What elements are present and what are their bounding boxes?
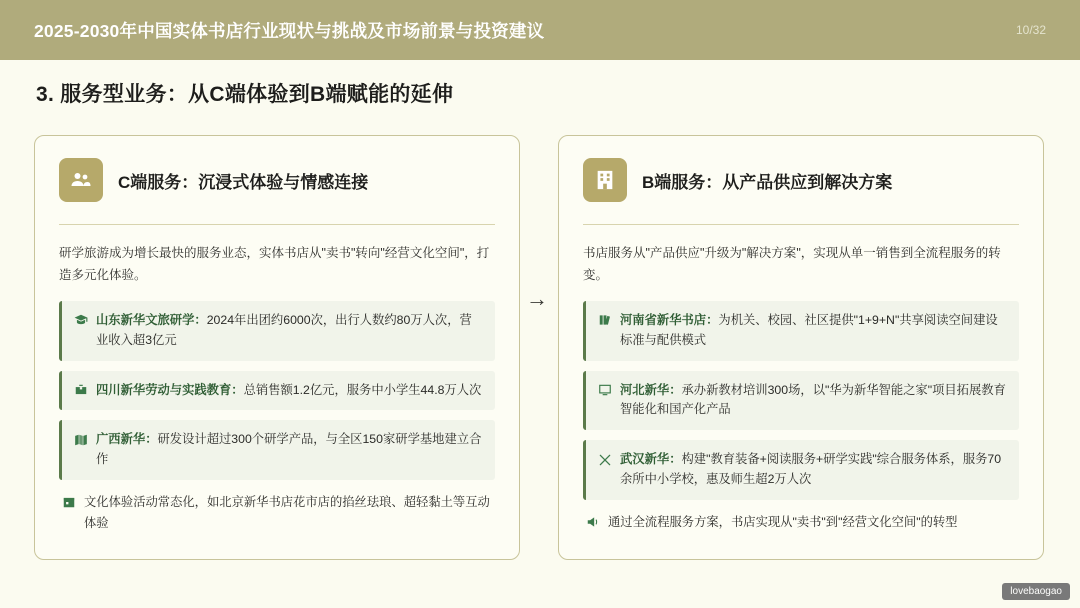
- list-item-title: 河南省新华书店：: [620, 312, 719, 327]
- page-title: 3. 服务型业务：从C端体验到B端赋能的延伸: [36, 83, 454, 106]
- people-icon: [59, 158, 103, 202]
- slide-header: [0, 0, 1080, 60]
- list-item-detail: 总销售额1.2亿元，服务中小学生44.8万人次: [243, 382, 482, 397]
- list-item-title: 武汉新华：: [620, 452, 682, 467]
- list-item: [59, 371, 495, 411]
- page-number: 10/32: [1015, 23, 1046, 37]
- list-item-text: [620, 311, 1007, 351]
- list-item-title: 四川新华劳动与实践教育：: [96, 382, 244, 397]
- list-item-detail: 2024年出团约6000次，出行人数约80万人次，营业收入超3亿元: [96, 312, 472, 347]
- list-item-detail: 构建"教育装备+阅读服务+研学实践"综合服务体系，服务70余所中小学校，惠及师生超2万人次: [620, 452, 1002, 487]
- list-item: [59, 301, 495, 361]
- divider: [583, 224, 1019, 225]
- list-item-text: [96, 381, 481, 401]
- panel-intro: 书店服务从"产品供应"升级为"解决方案"，实现从单一销售到全流程服务的转变。: [583, 246, 1001, 282]
- list-item-text: [96, 311, 483, 351]
- megaphone-icon: [585, 514, 600, 529]
- list-item: [583, 301, 1019, 361]
- panel-c-end-services: [34, 135, 520, 560]
- building-icon: [583, 158, 627, 202]
- list-item-title: 山东新华文旅研学：: [96, 312, 207, 327]
- panel-title: B端服务：从产品供应到解决方案: [642, 172, 893, 192]
- list-item-detail: 研发设计超过300个研学产品，与全区150家研学基地建立合作: [96, 432, 482, 467]
- calendar-icon: [61, 494, 76, 509]
- list-item: [59, 420, 495, 480]
- panel-note-text: 通过全流程服务方案，书店实现从"卖书"到"经营文化空间"的转型: [608, 515, 958, 530]
- panel-note: [583, 510, 1019, 535]
- watermark: lovebaogao: [1002, 583, 1070, 600]
- list-item-title: 河北新华：: [620, 382, 682, 397]
- panel-header: [583, 158, 1019, 202]
- panel-note: [59, 490, 495, 535]
- library-icon: [597, 313, 612, 328]
- panel-intro: 研学旅游成为增长最快的服务业态，实体书店从"卖书"转向"经营文化空间"，打造多元化体验。: [59, 246, 490, 282]
- list-item: [583, 371, 1019, 431]
- panel-title: C端服务：沉浸式体验与情感连接: [118, 172, 369, 192]
- header-title: 2025-2030年中国实体书店行业现状与挑战及市场前景与投资建议: [34, 20, 545, 41]
- screen-icon: [597, 383, 612, 398]
- tools-icon: [597, 452, 612, 467]
- list-item-text: [620, 381, 1007, 421]
- panel-note-text: 文化体验活动常态化，如北京新华书店花市店的掐丝珐琅、超轻黏土等互动体验: [84, 495, 490, 530]
- arrow-icon: →: [526, 286, 548, 311]
- panel-item-list: [583, 301, 1019, 500]
- divider: [59, 224, 495, 225]
- graduation-cap-icon: [73, 313, 88, 328]
- list-item-text: [96, 430, 483, 470]
- map-icon: [73, 432, 88, 447]
- panel-b-end-services: [558, 135, 1044, 560]
- panel-header: [59, 158, 495, 202]
- list-item-detail: 承办新教材培训300场，以"华为新华智能之家"项目拓展教育智能化和国产化产品: [620, 382, 1006, 417]
- panel-item-list: [59, 301, 495, 481]
- toolbox-icon: [73, 383, 88, 398]
- list-item-detail: 为机关、校园、社区提供"1+9+N"共享阅读空间建设标准与配供模式: [620, 312, 998, 347]
- list-item-title: 广西新华：: [96, 432, 158, 447]
- list-item: [583, 440, 1019, 500]
- list-item-text: [620, 450, 1007, 490]
